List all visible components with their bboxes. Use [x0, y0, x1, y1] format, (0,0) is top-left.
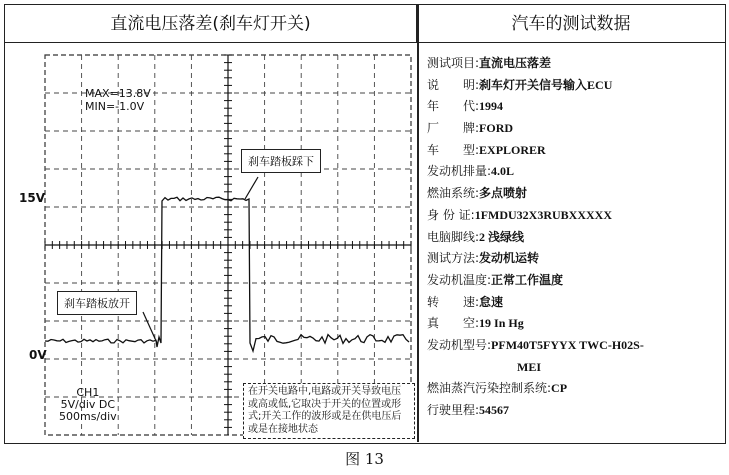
row-value: PFM40T5FYYX TWC-H02S- — [491, 337, 644, 352]
row-label: 燃油蒸汽污染控制系统: — [427, 381, 552, 396]
row-label: 电脑脚线: — [427, 229, 480, 244]
pressed-pointer — [245, 177, 258, 199]
test-data-row — [427, 75, 727, 97]
test-data-row — [427, 118, 727, 140]
row-value: 19 In Hg — [479, 316, 524, 331]
row-label: 测试方法: — [427, 251, 480, 266]
test-data-row — [427, 400, 727, 422]
row-value: 54567 — [479, 403, 510, 417]
row-label: 转 速: — [427, 294, 480, 309]
max-min-readout — [85, 87, 151, 113]
test-data-list — [427, 53, 727, 422]
channel-name: CH1 — [76, 386, 100, 399]
test-data-row — [427, 378, 727, 400]
row-label: 真 空: — [427, 316, 480, 331]
test-data-row — [427, 248, 727, 270]
callout-pedal-released: 刹车踏板放开 — [57, 291, 137, 315]
test-data-row — [427, 227, 727, 249]
row-label: 发动机温度: — [427, 272, 492, 287]
row-value: 1FMDU32X3RUBXXXXX — [474, 207, 613, 222]
row-value: 刹车灯开关信号输入ECU — [479, 77, 613, 92]
waveform-title: 直流电压落差(刹车灯开关) — [5, 5, 417, 43]
min-readout: MIN=-1.0V — [85, 100, 145, 113]
row-label: 测试项目: — [427, 56, 480, 70]
row-value: 1994 — [479, 99, 504, 114]
row-value: 2 浅绿线 — [479, 229, 525, 244]
volts-per-div: 5V/div DC — [60, 398, 116, 411]
row-value: 发动机运转 — [479, 251, 540, 266]
test-data-row — [427, 96, 727, 118]
test-data-row — [427, 270, 727, 292]
row-value: EXPLORER — [479, 142, 546, 157]
figure-caption: 图 13 — [345, 450, 384, 468]
row-value: 直流电压落差 — [479, 56, 552, 70]
row-label: 说 明: — [427, 77, 480, 92]
test-data-row — [427, 313, 727, 335]
test-data-row — [427, 357, 727, 379]
row-value: FORD — [479, 121, 514, 136]
max-readout: MAX=13.8V — [85, 87, 151, 100]
oscilloscope-screen — [15, 51, 415, 441]
voltage-trace — [45, 197, 409, 351]
channel-settings — [59, 387, 117, 423]
label-0v: 0V — [29, 348, 47, 362]
row-label: 厂 牌: — [427, 121, 480, 136]
label-15v: 15V — [19, 191, 45, 205]
row-label: 发动机排量: — [427, 164, 492, 179]
test-data-row — [427, 205, 727, 227]
row-value: MEI — [517, 359, 541, 374]
test-data-row — [427, 53, 727, 75]
row-label: 车 型: — [427, 142, 480, 157]
row-label: 身 份 证: — [427, 207, 475, 222]
row-value: CP — [551, 381, 568, 396]
callout-pedal-pressed: 刹车踏板踩下 — [241, 149, 321, 173]
test-data-row — [427, 292, 727, 314]
test-data-title: 汽车的测试数据 — [417, 5, 725, 43]
test-data-row — [427, 183, 727, 205]
test-data-row — [427, 335, 727, 357]
test-data-row — [427, 161, 727, 183]
row-label: 发动机型号: — [427, 337, 492, 352]
column-divider — [417, 5, 419, 442]
row-label: 燃油系统: — [427, 186, 480, 201]
row-label: 年 代: — [427, 99, 480, 114]
explanation-note: 在开关电路中,电路或开关导致电压或高或低,它取决于开关的位置或形式;开关工作的波形或是在供电压后或是在接地状态 — [243, 383, 415, 439]
test-data-row — [427, 140, 727, 162]
row-value: 4.0L — [491, 164, 515, 179]
row-value: 怠速 — [479, 294, 504, 309]
figure-frame — [4, 4, 726, 444]
time-per-div: 500ms/div — [59, 410, 117, 423]
row-value: 正常工作温度 — [491, 272, 564, 287]
row-label: 行驶里程: — [427, 403, 480, 417]
row-value: 多点喷射 — [479, 186, 528, 201]
